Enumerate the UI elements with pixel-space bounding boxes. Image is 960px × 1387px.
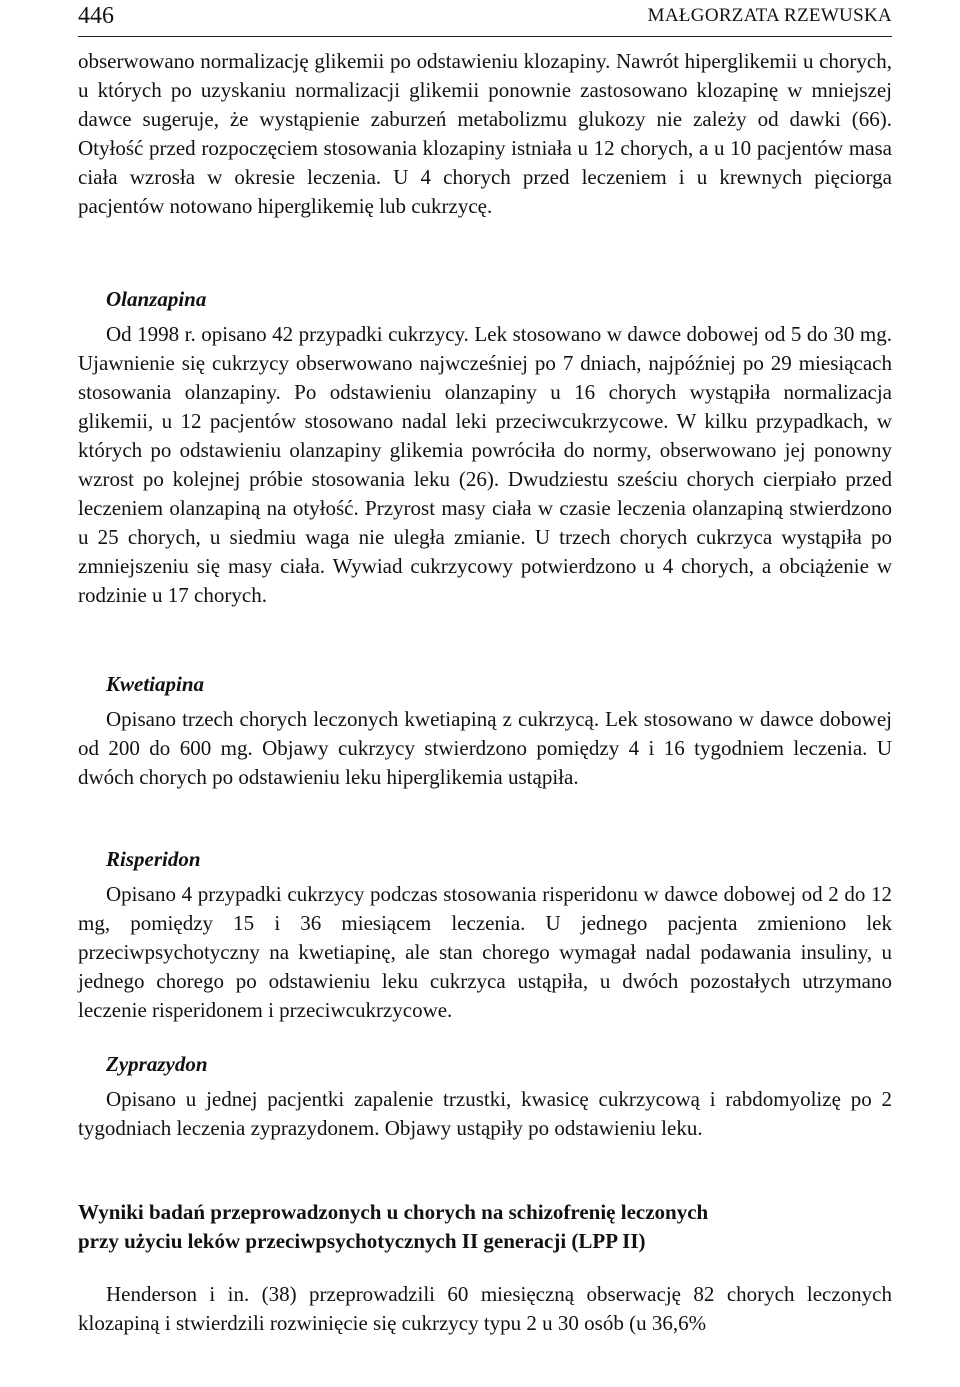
results-heading-line-1: Wyniki badań przeprowadzonych u chorych na schizofrenię leczonych — [78, 1200, 709, 1224]
section-text-zyprazydon: Opisano u jednej pacjentki zapalenie trzustki, kwasicę cukrzycową i rabdomyolizę po 2 tygodniach leczenia zyprazydonem. Objawy ustąpiły po odstawieniu leku. — [78, 1087, 892, 1140]
section-text-risperidon: Opisano 4 przypadki cukrzycy podczas stosowania risperidonu w dawce dobowej od 2 do 12 mg, pomiędzy 15 i 36 miesiącem leczenia. U jednego pacjenta zmieniono lek przeciwpsychotyczny na kwetiapinę, ale stan chorego wymagał nadal podawania insuliny, u jednego chorego po odstawieniu leku cukrzyca ustąpiła, u dwóch pozostałych utrzymano leczenie risperidonem i przeciwcukrzycowe. — [78, 882, 892, 1022]
section-heading-risperidon: Risperidon — [106, 847, 201, 871]
intro-paragraph: obserwowano normalizację glikemii po odstawieniu klozapiny. Nawrót hiperglikemii u chorych, u których po uzyskaniu normalizacji glikemii ponownie zastosowano klozapinę w mniejszej dawce sugeruje, że wystąpienie zaburzeń metabolizmu glukozy nie zależy od dawki (66). Otyłość przed rozpoczęciem stosowania klozapiny istniała u 12 chorych, a u 10 pacjentów masa ciała wzrosła w okresie leczenia. U 4 chorych przed leczeniem i u krewnych pięciorga pacjentów notowano hiperglikemię lub cukrzycę. — [78, 49, 892, 218]
section-olanzapina — [78, 285, 892, 610]
section-zyprazydon — [78, 1050, 892, 1143]
section-risperidon — [78, 845, 892, 1025]
intro-paragraph-block — [78, 47, 892, 221]
running-header — [78, 0, 892, 37]
results-section — [78, 1198, 892, 1338]
section-heading-zyprazydon: Zyprazydon — [106, 1052, 208, 1076]
results-paragraph: Henderson i in. (38) przeprowadzili 60 miesięczną obserwację 82 chorych leczonych klozapiną i stwierdzili rozwinięcie się cukrzycy typu 2 u 30 osób (u 36,6% — [78, 1282, 892, 1335]
section-kwetiapina — [78, 670, 892, 792]
running-head-author: MAŁGORZATA RZEWUSKA — [647, 5, 892, 26]
section-text-kwetiapina: Opisano trzech chorych leczonych kwetiapiną z cukrzycą. Lek stosowano w dawce dobowej od 200 do 600 mg. Objawy cukrzycy stwierdzono pomiędzy 4 i 16 tygodniem leczenia. U dwóch chorych po odstawieniu leku hiperglikemia ustąpiła. — [78, 707, 892, 789]
page-number: 446 — [78, 3, 114, 29]
results-heading-line-2: przy użyciu leków przeciwpsychotycznych II generacji (LPP II) — [78, 1229, 646, 1253]
section-heading-kwetiapina: Kwetiapina — [106, 672, 205, 696]
results-heading — [78, 1198, 892, 1256]
section-heading-olanzapina: Olanzapina — [106, 287, 207, 311]
section-text-olanzapina: Od 1998 r. opisano 42 przypadki cukrzycy. Lek stosowano w dawce dobowej od 5 do 30 mg. Ujawnienie się cukrzycy obserwowano najwcześniej po 7 dniach, najpóźniej po 29 miesiącach stosowania olanzapiny. Po odstawieniu olanzapiny u 16 chorych wystąpiła normalizacja glikemii, u 12 pacjentów stosowano nadal leki przeciwcukrzycowe. W kilku przypadkach, w których po odstawieniu olanzapiny glikemia powróciła do normy, obserwowano jej ponowny wzrost po kolejnej próbie stosowania leku (26). Dwudziestu sześciu chorych cierpiało przed leczeniem olanzapiną na otyłość. Przyrost masy ciała w czasie leczenia olanzapiną stwierdzono u 25 chorych, u siedmiu waga nie uległa zmianie. U trzech chorych cukrzyca wystąpiła po zmniejszeniu się masy ciała. Wywiad cukrzycowy potwierdzono u 4 chorych, a obciążenie w rodzinie u 17 chorych. — [78, 322, 892, 607]
